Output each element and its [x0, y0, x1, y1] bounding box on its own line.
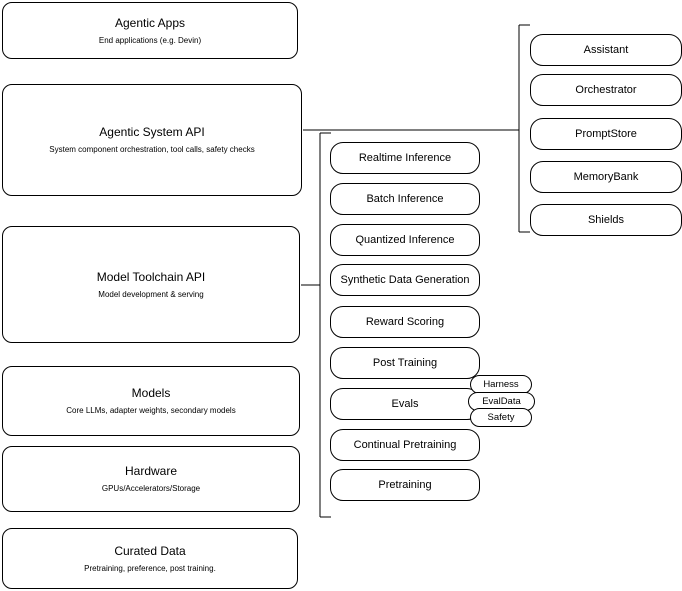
eval-subcomponent[interactable] [470, 408, 532, 427]
stack-layer-title: Model Toolchain API [96, 269, 206, 284]
stack-layer[interactable] [2, 84, 302, 196]
agentic-component[interactable] [530, 118, 682, 150]
stack-layer-subtitle: Model development & serving [98, 289, 204, 299]
stack-layer[interactable] [2, 366, 300, 436]
toolchain-component[interactable] [330, 429, 480, 461]
toolchain-component[interactable] [330, 306, 480, 338]
toolchain-component[interactable] [330, 388, 480, 420]
toolchain-component-label: Pretraining [378, 478, 432, 491]
agentic-component[interactable] [530, 161, 682, 193]
toolchain-component[interactable] [330, 469, 480, 501]
toolchain-component-label: Continual Pretraining [353, 438, 457, 451]
toolchain-component-label: Synthetic Data Generation [340, 273, 470, 286]
stack-layer-subtitle: Core LLMs, adapter weights, secondary models [66, 406, 236, 415]
toolchain-component-label: Realtime Inference [358, 151, 452, 164]
toolchain-component[interactable] [330, 264, 480, 296]
stack-layer-title: Curated Data [114, 543, 186, 558]
stack-layer[interactable] [2, 226, 300, 343]
toolchain-component-label: Reward Scoring [365, 315, 445, 328]
toolchain-component[interactable] [330, 183, 480, 215]
toolchain-component[interactable] [330, 224, 480, 256]
stack-layer[interactable] [2, 446, 300, 512]
eval-subcomponent-label: Harness [483, 379, 519, 390]
agentic-component[interactable] [530, 34, 682, 66]
stack-layer[interactable] [2, 528, 298, 589]
toolchain-component-label: Quantized Inference [355, 233, 455, 246]
stack-layer-title: Models [131, 386, 171, 400]
agentic-component-label: MemoryBank [573, 170, 639, 183]
toolchain-component-label: Evals [391, 397, 419, 410]
toolchain-component-label: Batch Inference [366, 192, 444, 205]
agentic-component-label: Shields [587, 213, 625, 226]
agentic-component-label: PromptStore [575, 127, 637, 140]
stack-layer[interactable] [2, 2, 298, 59]
toolchain-component[interactable] [330, 142, 480, 174]
agentic-component[interactable] [530, 74, 682, 106]
agentic-component-label: Assistant [583, 43, 629, 56]
stack-layer-subtitle: Pretraining, preference, post training. [84, 563, 216, 573]
eval-subcomponent-label: EvalData [482, 396, 521, 407]
stack-layer-subtitle: GPUs/Accelerators/Storage [101, 484, 201, 493]
stack-layer-subtitle: System component orchestration, tool calls, safety checks [49, 145, 255, 154]
stack-layer-title: Agentic Apps [114, 15, 186, 30]
toolchain-component-label: Post Training [372, 356, 438, 369]
agentic-component[interactable] [530, 204, 682, 236]
stack-layer-subtitle: End applications (e.g. Devin) [98, 35, 202, 45]
agentic-component-label: Orchestrator [575, 83, 637, 96]
toolchain-component[interactable] [330, 347, 480, 379]
stack-layer-title: Hardware [124, 464, 178, 478]
stack-layer-title: Agentic System API [99, 125, 205, 139]
eval-subcomponent-label: Safety [487, 412, 515, 423]
